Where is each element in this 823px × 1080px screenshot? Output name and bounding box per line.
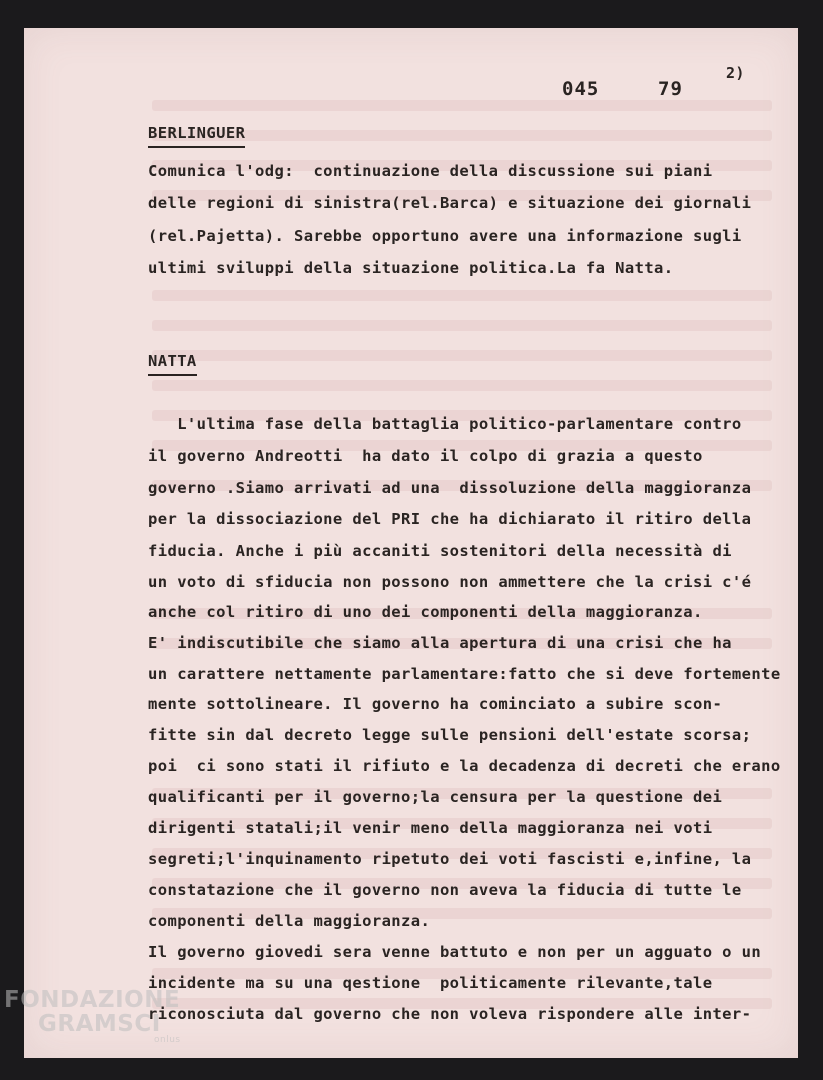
body-line: Il governo giovedi sera venne battuto e non per un agguato o un xyxy=(148,943,762,961)
intro-line: ultimi sviluppi della situazione politica.La fa Natta. xyxy=(148,259,674,277)
body-line: constatazione che il governo non aveva la fiducia di tutte le xyxy=(148,881,742,899)
body-line: per la dissociazione del PRI che ha dichiarato il ritiro della xyxy=(148,510,752,528)
body-line: componenti della maggioranza. xyxy=(148,912,431,930)
speaker-heading-natta: NATTA xyxy=(148,352,197,376)
intro-line: (rel.Pajetta). Sarebbe opportuno avere una informazione sugli xyxy=(148,227,742,245)
body-line: governo .Siamo arrivati ad una dissoluzione della maggioranza xyxy=(148,479,752,497)
body-line: il governo Andreotti ha dato il colpo di grazia a questo xyxy=(148,447,703,465)
body-line: L'ultima fase della battaglia politico-parlamentare contro xyxy=(148,415,742,433)
body-line: E' indiscutibile che siamo alla apertura di una crisi che ha xyxy=(148,634,732,652)
body-line: incidente ma su una qestione politicamente rilevante,tale xyxy=(148,974,713,992)
intro-line: delle regioni di sinistra(rel.Barca) e situazione dei giornali xyxy=(148,194,752,212)
body-line: dirigenti statali;il venir meno della maggioranza nei voti xyxy=(148,819,713,837)
body-line: segreti;l'inquinamento ripetuto dei voti fascisti e,infine, la xyxy=(148,850,752,868)
watermark-line-1: FONDAZIONE xyxy=(4,987,181,1013)
page-marker: 2) xyxy=(726,64,745,82)
body-line: qualificanti per il governo;la censura per la questione dei xyxy=(148,788,723,806)
body-line: un voto di sfiducia non possono non ammettere che la crisi c'é xyxy=(148,573,752,591)
watermark-line-2: GRAMSCI xyxy=(38,1011,161,1038)
body-line: anche col ritiro di uno dei componenti della maggioranza. xyxy=(148,603,703,621)
body-line: poi ci sono stati il rifiuto e la decadenza di decreti che erano xyxy=(148,757,781,775)
body-line: fiducia. Anche i più accaniti sostenitori della necessità di xyxy=(148,542,732,560)
body-line: riconosciuta dal governo che non voleva rispondere alle inter- xyxy=(148,1005,752,1023)
intro-line: Comunica l'odg: continuazione della discussione sui piani xyxy=(148,162,713,180)
archive-number: 045 xyxy=(562,78,600,100)
body-line: un carattere nettamente parlamentare:fatto che si deve fortemente xyxy=(148,665,781,683)
speaker-heading-berlinguer: BERLINGUER xyxy=(148,124,245,148)
body-line: mente sottolineare. Il governo ha cominciato a subire scon- xyxy=(148,695,723,713)
fondazione-gramsci-watermark xyxy=(4,988,181,1046)
body-line: fitte sin dal decreto legge sulle pensioni dell'estate scorsa; xyxy=(148,726,752,744)
watermark-line-3: onlus xyxy=(154,1035,181,1046)
archive-subnumber: 79 xyxy=(658,78,683,100)
